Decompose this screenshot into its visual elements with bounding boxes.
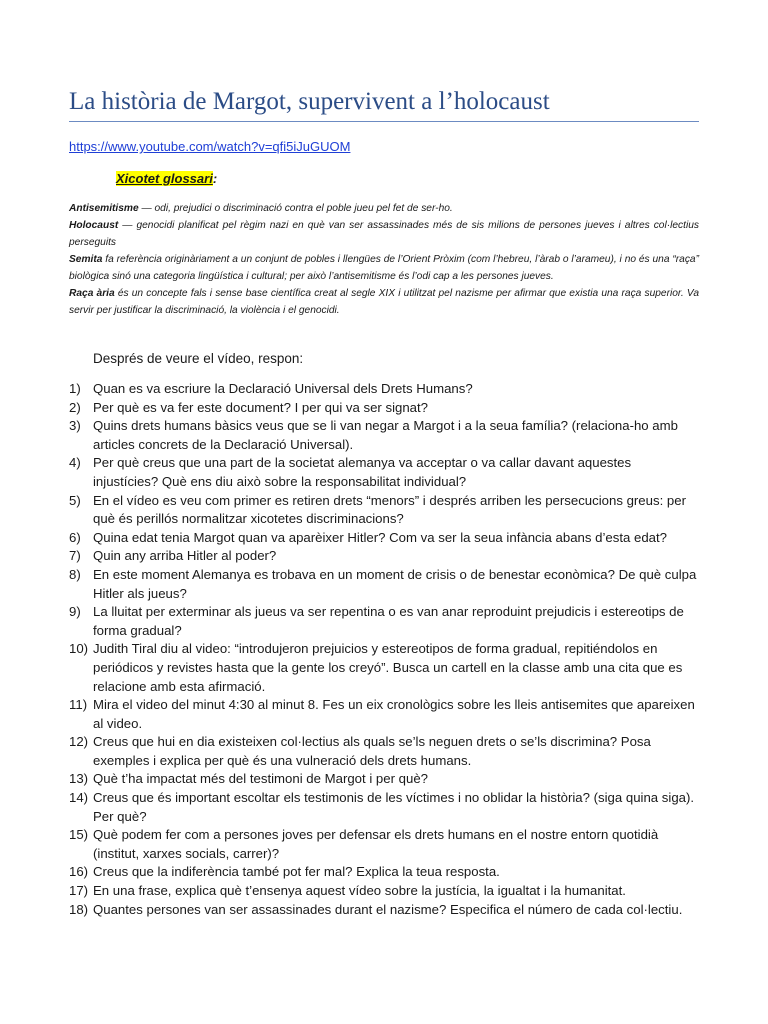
question-text: Per què es va fer este document? I per qui va ser signat? [93, 399, 429, 415]
question-number: 2) [69, 399, 81, 415]
glossary-entry [69, 251, 699, 285]
question-number: 9) [69, 604, 81, 620]
glossary-entry [69, 285, 699, 319]
question-text: Què t’ha impactat més del testimoni de Margot i per què? [93, 771, 428, 787]
question-text: Creus que és important escoltar els testimonis de les víctimes i no oblidar la història? (siga quina siga). Per què? [93, 790, 695, 824]
question-item [69, 901, 699, 920]
question-number: 14) [69, 790, 89, 806]
questions-list [69, 380, 699, 919]
question-item [69, 529, 699, 548]
glossary-heading-colon: : [212, 171, 218, 186]
question-item [69, 733, 699, 770]
question-item [69, 863, 699, 882]
question-text: Mira el video del minut 4:30 al minut 8. Fes un eix cronològics sobre les lleis antisemites que apareixen al video. [93, 697, 695, 731]
question-text: Quina edat tenia Margot quan va aparèixer Hitler? Com va ser la seua infància abans d’esta edat? [93, 529, 667, 545]
glossary-definition: fa referència originàriament a un conjunt de pobles i llengües de l’Orient Pròxim (com l’hebreu, l’àrab o l’arameu), i no és una “raça” biològica sinó una categoria lingüística i cultural; per això l’antisemitisme és l’odi cap a les persones jueves. [69, 254, 699, 282]
question-text: Quins drets humans bàsics veus que se li van negar a Margot i a la seua família? (relaciona-ho amb articles concrets de la Declaració Universal). [93, 418, 678, 452]
question-text: En este moment Alemanya es trobava en un moment de crisis o de benestar econòmica? De què culpa Hitler als jueus? [93, 566, 697, 601]
question-text: Per què creus que una part de la societat alemanya va acceptar o va callar davant aquestes injustícies? Què ens diu això sobre la responsabilitat individual? [93, 455, 632, 489]
glossary-entry [69, 200, 699, 217]
question-number: 15) [69, 827, 89, 843]
question-number: 16) [69, 864, 89, 880]
question-number: 4) [69, 455, 81, 471]
question-item [69, 399, 699, 418]
question-text: Quantes persones van ser assassinades durant el nazisme? Especifica el número de cada col·lectiu. [93, 901, 683, 917]
page-title: La història de Margot, supervivent a l’holocaust [69, 88, 550, 115]
title-divider [69, 121, 699, 122]
glossary-definition: és un concepte fals i sense base científica creat al segle XIX i utilitzat pel nazisme per afirmar que existia una raça superior. Va servir per justificar la discriminació, la violència i el genocidi. [69, 288, 700, 316]
question-number: 6) [69, 529, 81, 545]
glossary-heading [116, 170, 217, 187]
youtube-link[interactable]: https://www.youtube.com/watch?v=qfi5iJuGUOM [69, 139, 351, 154]
question-number: 18) [69, 901, 89, 917]
glossary-term: Antisemitisme [69, 203, 139, 214]
question-text: Judith Tiral diu al video: “introdujeron prejuicios y estereotipos de forma gradual, repitiéndolos en periódicos y revistes hasta que la gente los creyó”. Busca un cartell en la classe amb una cita que es relacione amb esta afirmació. [93, 641, 683, 694]
question-text: La lluitat per exterminar als jueus va ser repentina o es van anar reproduint prejudicis i estereotips de forma gradual? [93, 604, 684, 638]
question-item [69, 454, 699, 491]
question-item [69, 492, 699, 529]
question-number: 10) [69, 641, 89, 657]
question-number: 13) [69, 771, 89, 787]
question-item [69, 380, 699, 399]
question-number: 8) [69, 566, 81, 582]
glossary [69, 200, 699, 319]
question-item [69, 770, 699, 789]
question-item [69, 882, 699, 901]
question-number: 11) [69, 697, 88, 713]
question-text: Creus que hui en dia existeixen col·lectius als quals se’ls neguen drets o se’ls discrimina? Posa exemples i explica per què és una vulneració dels drets humans. [93, 734, 651, 768]
glossary-term: Raça ària [69, 288, 115, 299]
question-number: 5) [69, 492, 81, 508]
question-item [69, 603, 699, 640]
glossary-heading-text: Xicotet glossari [116, 171, 213, 186]
question-text: Què podem fer com a persones joves per defensar els drets humans en el nostre entorn quotidià (institut, xarxes socials, carrer)? [93, 827, 659, 861]
question-number: 1) [69, 381, 81, 396]
question-item [69, 547, 699, 566]
question-item [69, 566, 699, 603]
question-item [69, 640, 699, 696]
question-item [69, 417, 699, 454]
glossary-term: Semita [69, 254, 103, 265]
question-number: 3) [69, 418, 81, 434]
question-number: 7) [69, 548, 81, 564]
question-text: Creus que la indiferència també pot fer mal? Explica la teua resposta. [93, 864, 500, 880]
question-text: Quan es va escriure la Declaració Universal dels Drets Humans? [93, 381, 473, 396]
glossary-term: Holocaust [69, 220, 119, 231]
question-number: 17) [69, 883, 89, 899]
question-item [69, 789, 699, 826]
questions-intro: Després de veure el vídeo, respon: [93, 351, 304, 366]
glossary-entry [69, 217, 699, 251]
question-text: Quin any arriba Hitler al poder? [93, 548, 277, 564]
glossary-definition: — genocidi planificat pel règim nazi en què van ser assassinades més de sis milions de persones jueves i altres col·lectius perseguits [69, 220, 699, 248]
question-item [69, 696, 699, 733]
question-text: En una frase, explica què t’ensenya aquest vídeo sobre la justícia, la igualtat i la humanitat. [93, 883, 626, 899]
question-number: 12) [69, 734, 89, 750]
question-text: En el vídeo es veu com primer es retiren drets “menors” i després arriben les persecucions greus: per què és perillós normalitzar xicotetes discriminacions? [93, 492, 686, 527]
glossary-definition: — odi, prejudici o discriminació contra el poble jueu pel fet de ser-ho. [138, 203, 453, 214]
question-item [69, 826, 699, 863]
